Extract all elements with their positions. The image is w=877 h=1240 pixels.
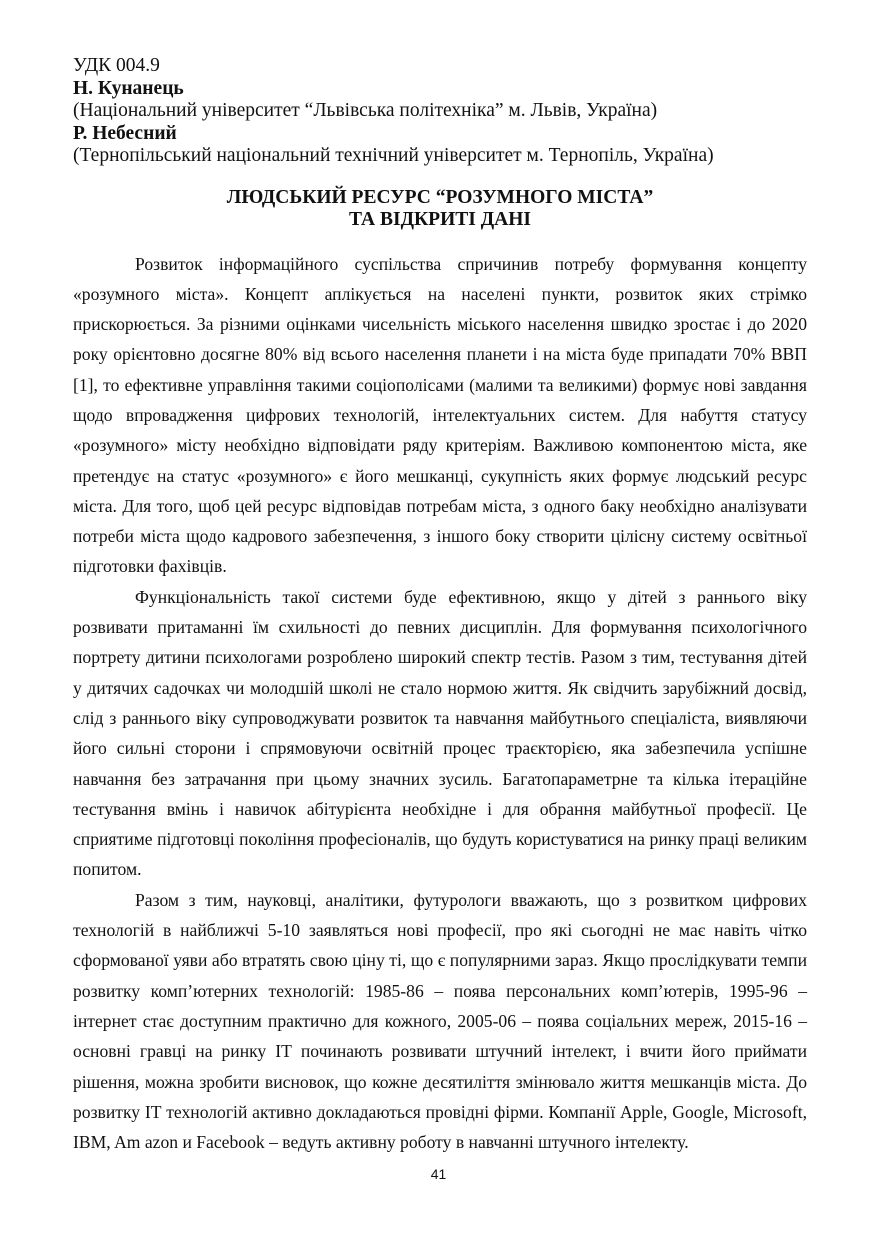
body-paragraph-3: Разом з тим, науковці, аналітики, футурологи вважають, що з розвитком цифрових технологій в найближчі 5-10 заявляться нові професії, про які сьогодні не має навіть чітко сформованої уяви або втратять свою ціну ті, що є популярними зараз. Якщо прослідкувати темпи розвитку комп’ютерних технологій: 1985-86 – поява персональних комп’ютерів, 1995-96 – інтернет стає доступним практично для кожного, 2005-06 – поява соціальних мереж, 2015-16 – основні гравці на ринку ІТ починають розвивати штучний інтелект, і вчити його приймати рішення, можна зробити висновок, що кожне десятиліття змінювало життя мешканців міста. До розвитку ІТ технологій активно докладаються провідні фірми. Компанії Apple, Google, Microsoft, IBM, Am azon и Facebook – ведуть активну роботу в навчанні штучного інтелекту. bbox=[73, 889, 807, 1153]
article-title-line-2: ТА ВІДКРИТІ ДАНІ bbox=[349, 209, 531, 230]
article-title-line-1: ЛЮДСЬКИЙ РЕСУРС “РОЗУМНОГО МІСТА” bbox=[226, 186, 654, 208]
udc-code: УДК 004.9 bbox=[73, 55, 160, 76]
body-paragraph-1: Розвиток інформаційного суспільства спричинив потребу формування концепту «розумного міста». Концепт аплікується на населені пункти, розвиток яких стрімко прискорюється. За різними оцінками чисельність міського населення швидко зростає і до 2020 року орієнтовно досягне 80% від всього населення планети і на міста буде припадати 70% ВВП [1], то ефективне управління такими соціополісами (малими та великими) формує нові завдання щодо впровадження цифрових технологій, інтелектуальних систем. Для набуття статусу «розумного» місту необхідно відповідати ряду критеріям. Важливою компонентою міста, яке претендує на статус «розумного» є його мешканці, сукупність яких формує людський ресурс міста. Для того, щоб цей ресурс відповідав потребам міста, з одного баку необхідно аналізувати потреби міста щодо кадрового забезпечення, з іншого боку створити цілісну систему освітньої підготовки фахівців. bbox=[73, 253, 807, 577]
document-page bbox=[73, 55, 807, 1157]
article-title bbox=[73, 187, 807, 232]
author-name-2: Р. Небесний bbox=[73, 122, 177, 144]
author-name-1: Н. Кунанець bbox=[73, 77, 184, 99]
author-affiliation-2: (Тернопільський національний технічний університет м. Тернопіль, Україна) bbox=[73, 145, 714, 166]
author-affiliation-1: (Національний університет “Львівська політехніка” м. Львів, Україна) bbox=[73, 100, 658, 121]
article-body bbox=[73, 249, 807, 1158]
body-paragraph-2: Функціональність такої системи буде ефективною, якщо у дітей з раннього віку розвивати притаманні їм схильності до певних дисциплін. Для формування психологічного портрету дитини психологами розроблено широкий спектр тестів. Разом з тим, тестування дітей у дитячих садочках чи молодшій школі не стало нормою життя. Як свідчить зарубіжний досвід, слід з раннього віку супроводжувати розвиток та навчання майбутнього спеціаліста, виявляючи його сильні сторони і спрямовуючи освітній процес траєкторією, яка забезпечила успішне навчання без затрачання при цьому значних зусиль. Багатопараметрне та кілька ітераційне тестування вмінь і навичок абітурієнта необхідне і для обрання майбутньої професії. Це сприятиме підготовці покоління професіоналів, що будуть користуватися на ринку праці великим попитом. bbox=[73, 586, 807, 880]
page-number: 41 bbox=[430, 1166, 447, 1182]
